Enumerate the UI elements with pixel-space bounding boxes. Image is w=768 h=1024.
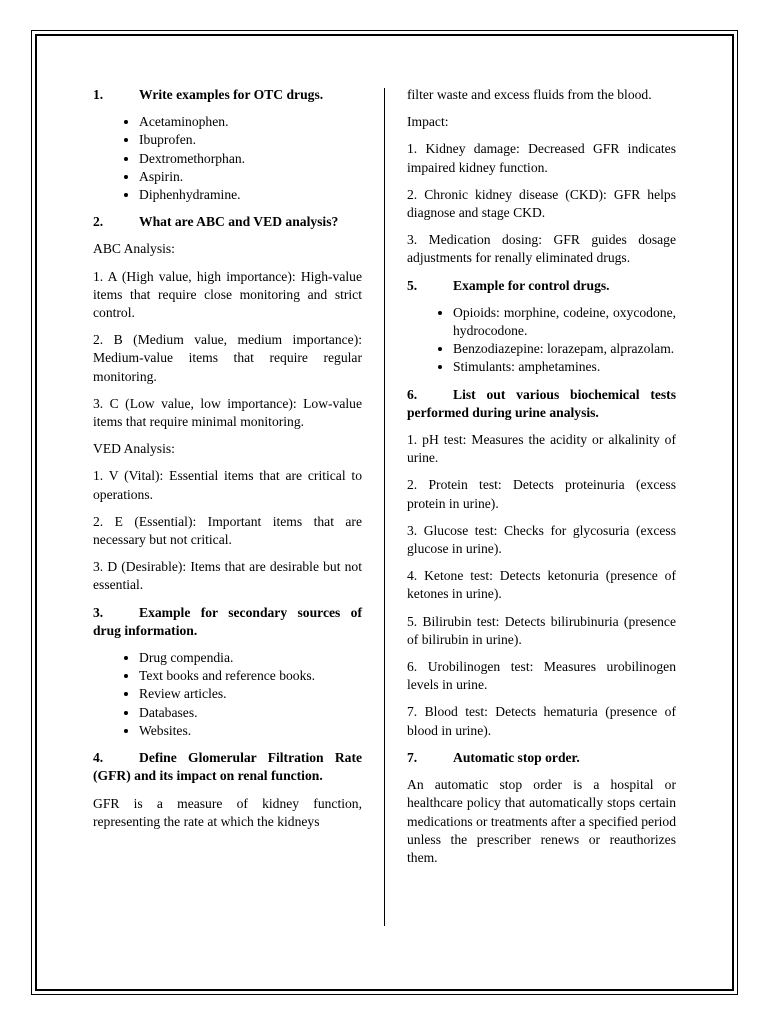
abc-item-b: 2. B (Medium value, medium importance): Medium-value items that require regular monitoring. xyxy=(93,332,362,384)
ved-item-e: 2. E (Essential): Important items that are necessary but not critical. xyxy=(93,513,362,548)
list-item: • Databases. xyxy=(139,704,362,722)
right-column xyxy=(407,86,676,876)
list-item: • Review articles. xyxy=(139,685,362,703)
list-item: • Benzodiazepine: lorazepam, alprazolam. xyxy=(453,340,676,358)
question-1-heading: 1. Write examples for OTC drugs. xyxy=(93,87,324,102)
abc-heading: ABC Analysis: xyxy=(93,241,175,257)
question-4-heading: 4. Define Glomerular Filtration Rate (GFR) and its impact on renal function. xyxy=(93,750,362,784)
urine-test-item: 7. Blood test: Detects hematuria (presence of blood in urine). xyxy=(407,704,676,738)
urine-test-item: 1. pH test: Measures the acidity or alkalinity of urine. xyxy=(407,432,676,466)
secondary-sources-list xyxy=(93,649,362,740)
list-item: • Stimulants: amphetamines. xyxy=(453,358,676,376)
otc-drug-list xyxy=(93,113,362,204)
ved-item-v: 1. V (Vital): Essential items that are critical to operations. xyxy=(93,468,362,502)
ved-heading: VED Analysis: xyxy=(93,441,175,457)
abc-item-c: 3. C (Low value, low importance): Low-value items that require minimal monitoring. xyxy=(93,395,362,430)
urine-test-item: 4. Ketone test: Detects ketonuria (presence of ketones in urine). xyxy=(407,568,676,602)
list-item: • Websites. xyxy=(139,722,362,740)
gfr-definition: GFR is a measure of kidney function, representing the rate at which the kidneys xyxy=(93,795,362,829)
impact-item: 3. Medication dosing: GFR guides dosage adjustments for renally eliminated drugs. xyxy=(407,232,676,266)
impact-item: 1. Kidney damage: Decreased GFR indicates impaired kidney function. xyxy=(407,141,676,175)
control-drugs-list xyxy=(407,304,676,377)
urine-test-item: 2. Protein test: Detects proteinuria (excess protein in urine). xyxy=(407,477,676,511)
question-3-heading: 3. Example for secondary sources of drug information. xyxy=(93,604,362,638)
impact-heading: Impact: xyxy=(407,114,449,130)
abc-item-a: 1. A (High value, high importance): High-value items that require close monitoring and strict control. xyxy=(93,268,362,321)
list-item: • Text books and reference books. xyxy=(139,667,362,685)
ved-item-d: 3. D (Desirable): Items that are desirable but not essential. xyxy=(93,559,362,593)
stop-order-definition: An automatic stop order is a hospital or healthcare policy that automatically stops certain medications or treatments after a specified period unless the prescriber renews or reauthorizes them. xyxy=(407,777,676,865)
urine-test-item: 5. Bilirubin test: Detects bilirubinuria (presence of bilirubin in urine). xyxy=(407,613,676,647)
question-6-heading: 6. List out various biochemical tests performed during urine analysis. xyxy=(407,386,676,420)
question-5-heading: 5. Example for control drugs. xyxy=(407,277,610,293)
question-2-heading: 2. What are ABC and VED analysis? xyxy=(93,214,339,230)
impact-item: 2. Chronic kidney disease (CKD): GFR helps diagnose and stage CKD. xyxy=(407,186,676,221)
gfr-definition-continued: filter waste and excess fluids from the blood. xyxy=(407,87,652,102)
list-item: • Aspirin. xyxy=(139,168,362,186)
list-item: • Diphenhydramine. xyxy=(139,186,362,204)
list-item: • Ibuprofen. xyxy=(139,131,362,149)
list-item: • Opioids: morphine, codeine, oxycodone, hydrocodone. xyxy=(453,304,676,340)
list-item: • Acetaminophen. xyxy=(139,113,362,131)
column-divider xyxy=(384,88,385,926)
list-item: • Drug compendia. xyxy=(139,649,362,667)
urine-test-item: 3. Glucose test: Checks for glycosuria (excess glucose in urine). xyxy=(407,522,676,557)
question-7-heading: 7. Automatic stop order. xyxy=(407,749,580,765)
urine-test-item: 6. Urobilinogen test: Measures urobilinogen levels in urine. xyxy=(407,659,676,693)
left-column xyxy=(93,86,362,840)
list-item: • Dextromethorphan. xyxy=(139,150,362,168)
